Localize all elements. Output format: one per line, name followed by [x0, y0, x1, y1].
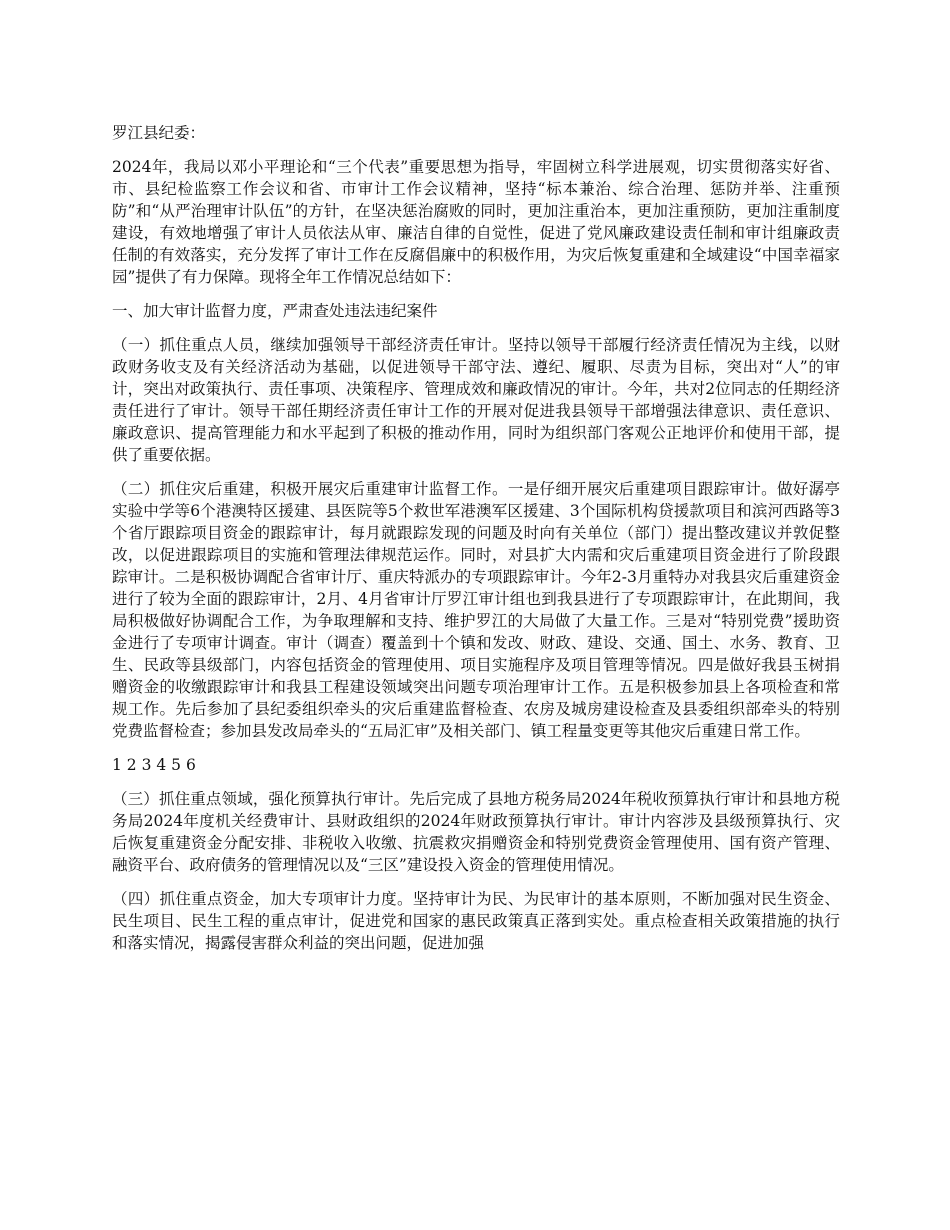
- paragraph-special-audit: （四）抓住重点资金，加大专项审计力度。坚持审计为民、为民审计的基本原则，不断加强对民生资金、民生项目、民生工程的重点审计，促进党和国家的惠民政策真正落到实处。重点检查相关政策措施的执行和落实情况，揭露侵害群众利益的突出问题，促进加强: [112, 890, 840, 952]
- page-numbers: 1 2 3 4 5 6: [112, 756, 196, 774]
- document-body: [112, 122, 840, 966]
- paragraph-budget-audit: （三）抓住重点领域，强化预算执行审计。先后完成了县地方税务局2024年税收预算执行审计和县地方税务局2024年度机关经费审计、县财政组织的2024年财政预算执行审计。审计内容涉及县级预算执行、灾后恢复重建资金分配安排、非税收入收缴、抗震救灾捐赠资金和特别党费资金管理使用、国有资产管理、融资平台、政府债务的管理情况以及“三区”建设投入资金的管理使用情况。: [112, 790, 840, 874]
- paragraph-reconstruction-audit: （二）抓住灾后重建，积极开展灾后重建审计监督工作。一是仔细开展灾后重建项目跟踪审计。做好潺亭实验中学等6个港澳特区援建、县医院等5个救世军港澳军区援建、3个国际机构贷援款项目和滨河西路等3个省厅跟踪项目资金的跟踪审计，每月就跟踪发现的问题及时向有关单位（部门）提出整改建议并敦促整改，以促进跟踪项目的实施和管理法律规范运作。同时，对县扩大内需和灾后重建项目资金进行了阶段跟踪审计。二是积极协调配合省审计厅、重庆特派办的专项跟踪审计。今年2-3月重特办对我县灾后重建资金进行了较为全面的跟踪审计，2月、4月省审计厅罗江审计组也到我县进行了专项跟踪审计，在此期间，我局积极做好协调配合工作，为争取理解和支持、维护罗江的大局做了大量工作。三是对“特别党费”援助资金进行了专项审计调查。审计（调查）覆盖到十个镇和发改、财政、建设、交通、国土、水务、教育、卫生、民政等县级部门，内容包括资金的管理使用、项目实施程序及项目管理等情况。四是做好我县玉树捐赠资金的收缴跟踪审计和我县工程建设领域突出问题专项治理审计工作。五是积极参加县上各项检查和常规工作。先后参加了县纪委组织牵头的灾后重建监督检查、农房及城房建设检查及县委组织部牵头的特别党费监督检查；参加县发改局牵头的“五局汇审”及相关部门、镇工程量变更等其他灾后重建日常工作。: [112, 480, 840, 740]
- paragraph-leader-audit: （一）抓住重点人员，继续加强领导干部经济责任审计。坚持以领导干部履行经济责任情况为主线，以财政财务收支及有关经济活动为基础，以促进领导干部守法、遵纪、履职、尽责为目标，突出对“人”的审计，突出对政策执行、责任事项、决策程序、管理成效和廉政情况的审计。今年，共对2位同志的任期经济责任进行了审计。领导干部任期经济责任审计工作的开展对促进我县领导干部增强法律意识、责任意识、廉政意识、提高管理能力和水平起到了积极的推动作用，同时为组织部门客观公正地评价和使用干部，提供了重要依据。: [112, 336, 840, 464]
- section-heading: 一、加大审计监督力度，严肃查处违法违纪案件: [112, 302, 438, 320]
- salutation: 罗江县纪委：: [112, 124, 206, 142]
- intro-paragraph: 2024年，我局以邓小平理论和“三个代表”重要思想为指导，牢固树立科学进展观，切实贯彻落实好省、市、县纪检监察工作会议和省、市审计工作会议精神，坚持“标本兼治、综合治理、惩防并举、注重预防”和“从严治理审计队伍”的方针，在坚决惩治腐败的同时，更加注重治本，更加注重预防，更加注重制度建设，有效地增强了审计人员依法从审、廉洁自律的自觉性，促进了党风廉政建设责任制和审计组廉政责任制的有效落实，充分发挥了审计工作在反腐倡廉中的积极作用，为灾后恢复重建和全域建设“中国幸福家园”提供了有力保障。现将全年工作情况总结如下：: [112, 158, 840, 286]
